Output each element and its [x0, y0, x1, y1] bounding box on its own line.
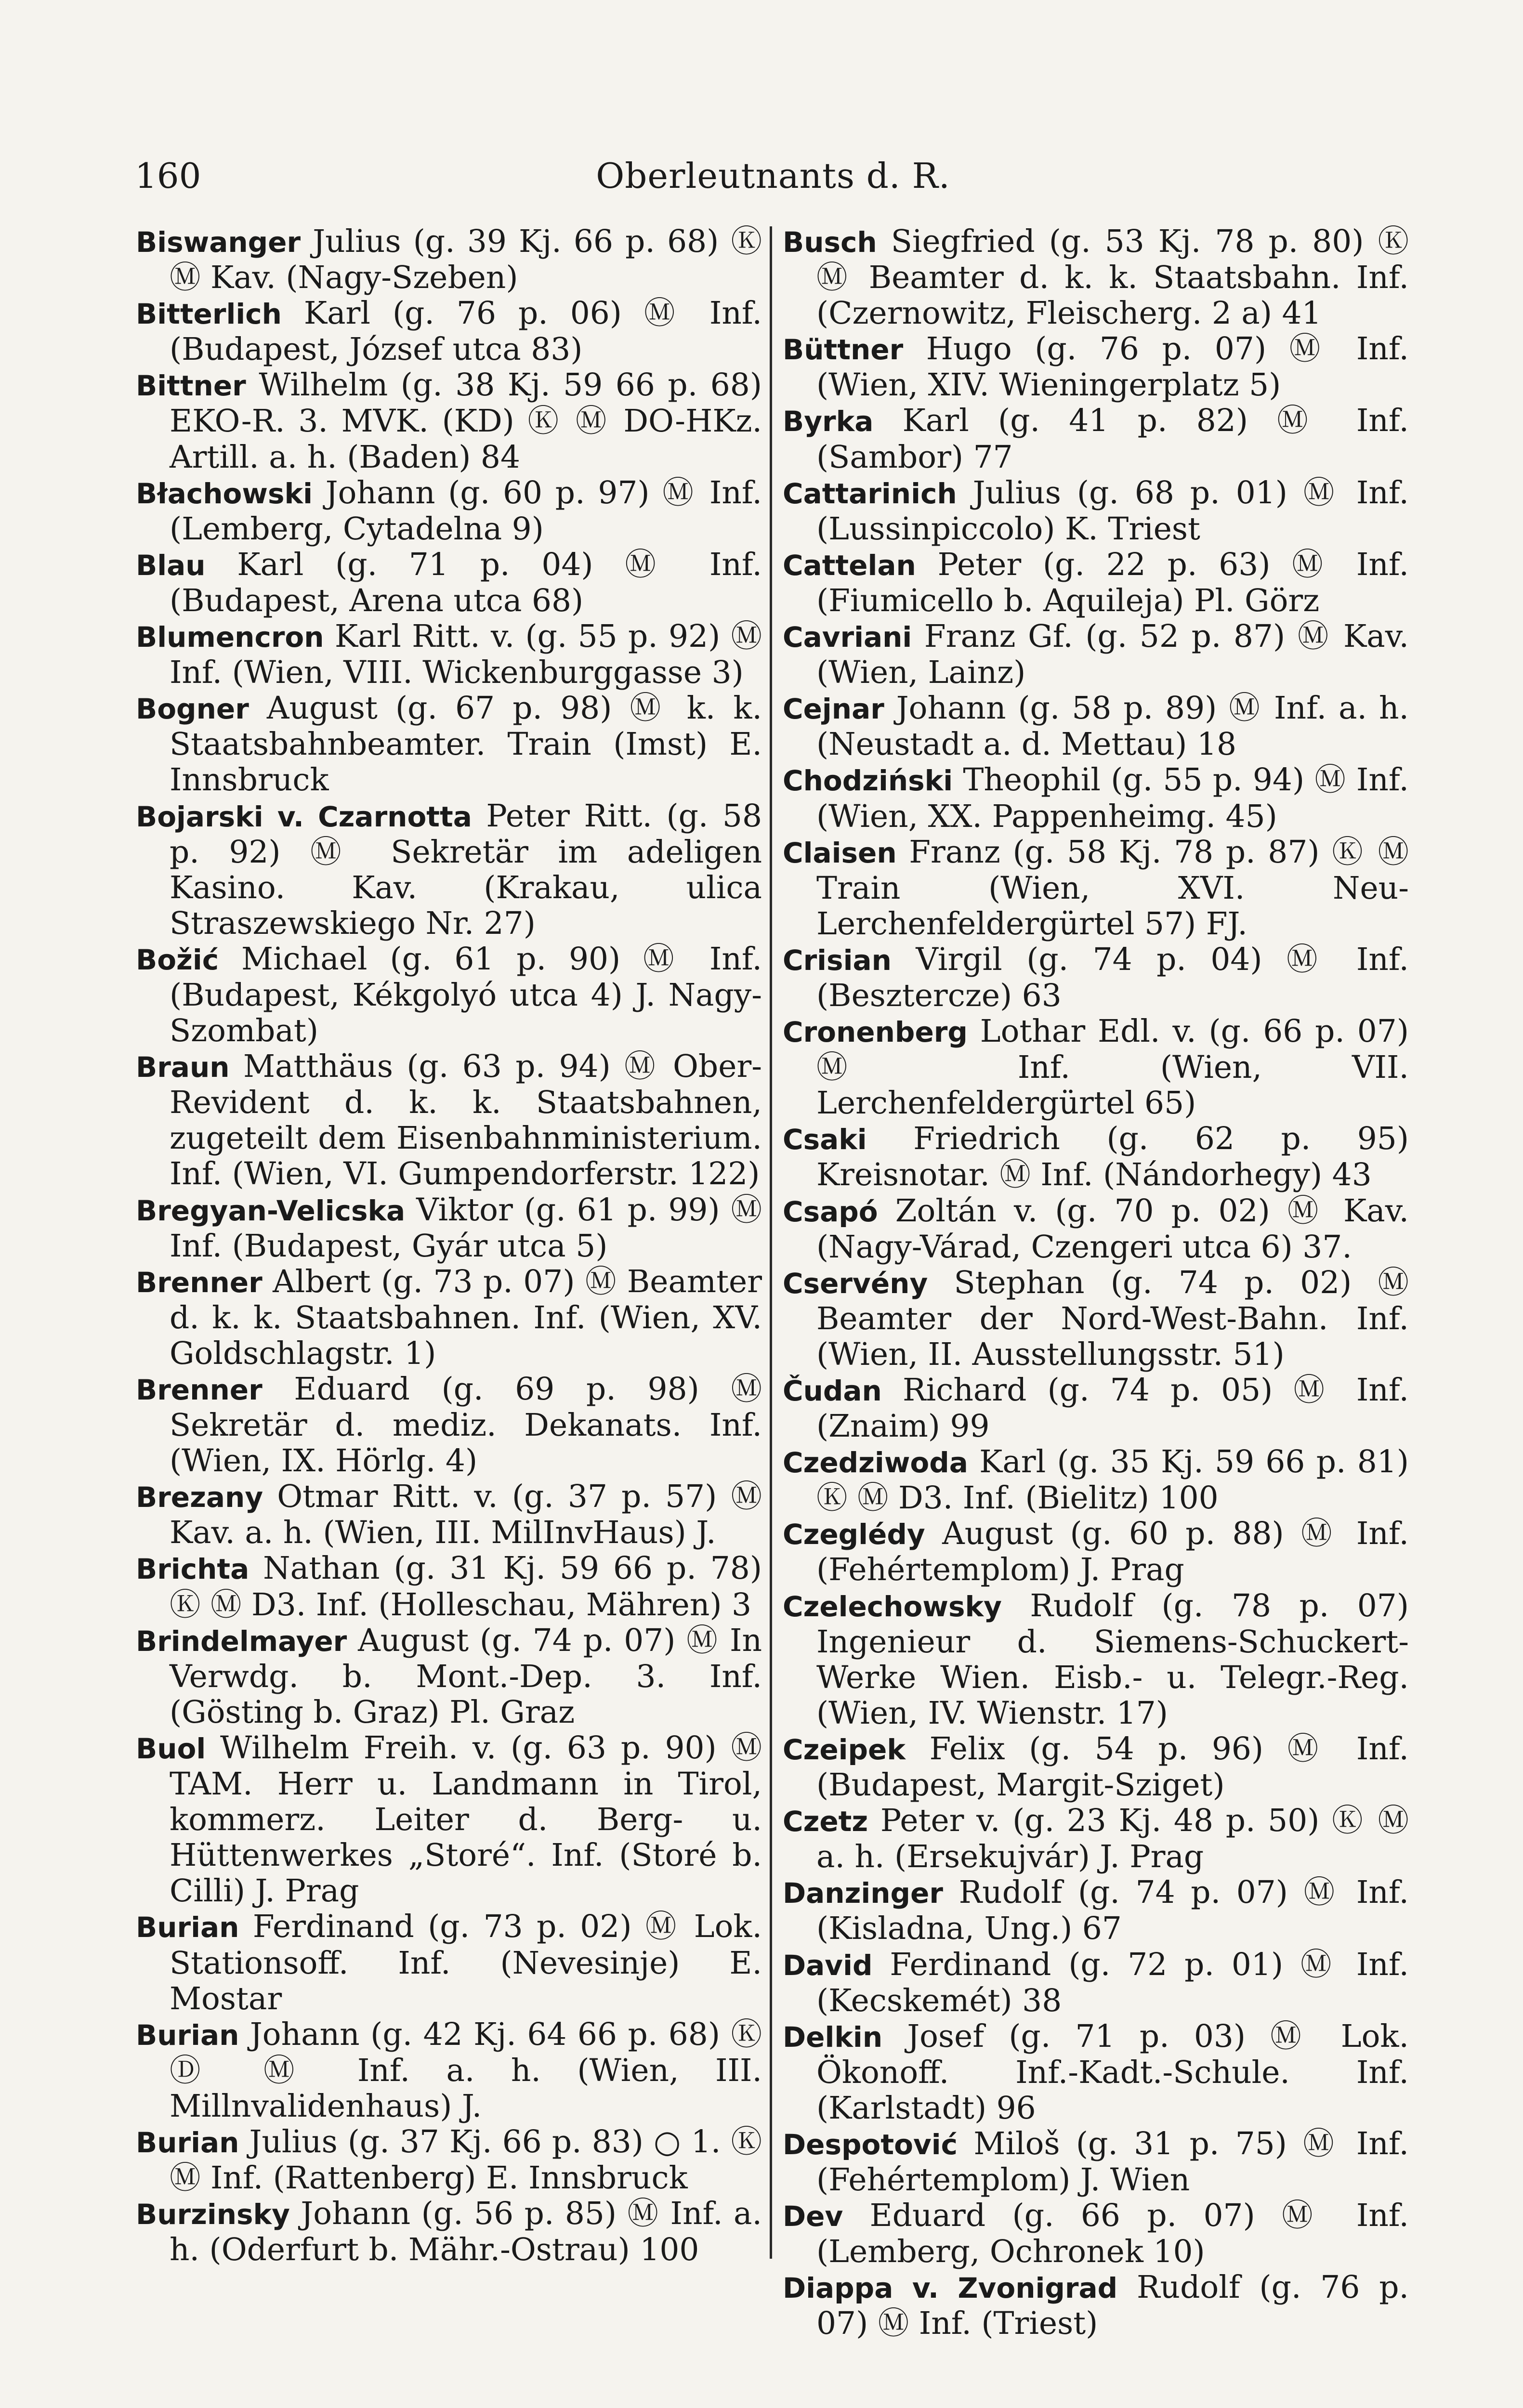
entry-details: Albert (g. 73 p. 07) Ⓜ Beamter d. k. k. Staatsbahnen. Inf. (Wien, XV. Goldschlagstr. 1)	[170, 1263, 762, 1372]
entry-surname: Czeglédy	[783, 1518, 925, 1551]
entry-details: Ferdinand (g. 72 p. 01) Ⓜ Inf. (Kecskemét) 38	[816, 1946, 1409, 2019]
entry-details: Johann (g. 42 Kj. 64 66 p. 68) Ⓚ Ⓓ Ⓜ Inf. a. h. (Wien, III. Millnvalidenhaus) J.	[170, 2016, 762, 2124]
entry-details: Rudolf (g. 76 p. 07) Ⓜ Inf. (Triest)	[816, 2269, 1409, 2342]
directory-entry	[783, 1588, 1409, 1731]
entry-surname: Despotović	[783, 2128, 958, 2161]
entry-surname: Chodziński	[783, 764, 953, 798]
entry-details: Matthäus (g. 63 p. 94) Ⓜ Ober-Revident d. k. k. Staatsbahnen, zugeteilt dem Eisenbahnministerium. Inf. (Wien, VI. Gumpendorferstr. 122)	[170, 1048, 762, 1192]
directory-entry	[136, 1551, 762, 1623]
directory-entry	[783, 1121, 1409, 1193]
entry-surname: Cavriani	[783, 621, 912, 654]
entry-surname: Burian	[136, 1911, 239, 1944]
entry-surname: Bitterlich	[136, 298, 282, 331]
directory-entry	[136, 798, 762, 942]
entry-surname: Blumencron	[136, 621, 324, 654]
directory-entry	[783, 1731, 1409, 1803]
entry-surname: Brezany	[136, 1481, 263, 1514]
page-header	[135, 149, 1411, 202]
directory-entry	[136, 1623, 762, 1730]
entry-surname: Burian	[136, 2018, 239, 2052]
directory-entry	[783, 224, 1409, 331]
entry-details: Richard (g. 74 p. 05) Ⓜ Inf. (Znaim) 99	[816, 1372, 1409, 1445]
entry-surname: Delkin	[783, 2020, 883, 2054]
entry-surname: Błachowski	[136, 477, 313, 510]
entry-details: August (g. 74 p. 07) Ⓜ In Verwdg. b. Mont.-Dep. 3. Inf. (Gösting b. Graz) Pl. Graz	[170, 1622, 762, 1730]
directory-entry	[136, 1192, 762, 1264]
entry-surname: Cattarinich	[783, 477, 957, 510]
entry-surname: Bregyan-Velicska	[136, 1194, 406, 1227]
entry-details: Theophil (g. 55 p. 94) Ⓜ Inf. (Wien, XX. Pappenheimg. 45)	[816, 762, 1409, 835]
directory-entry	[783, 1014, 1409, 1121]
entry-details: Karl (g. 76 p. 06) Ⓜ Inf. (Budapest, József utca 83)	[170, 295, 762, 368]
entry-details: Rudolf (g. 74 p. 07) Ⓜ Inf. (Kisladna, Ung.) 67	[816, 1874, 1409, 1947]
entry-details: Hugo (g. 76 p. 07) Ⓜ Inf. (Wien, XIV. Wieningerplatz 5)	[816, 331, 1409, 404]
entry-surname: Biswanger	[136, 226, 301, 259]
directory-entry	[136, 2196, 762, 2268]
entry-details: Julius (g. 68 p. 01) Ⓜ Inf. (Lussinpiccolo) K. Triest	[816, 474, 1409, 547]
entry-surname: Burian	[136, 2126, 239, 2159]
entry-details: August (g. 67 p. 98) Ⓜ k. k. Staatsbahnbeamter. Train (Imst) E. Innsbruck	[170, 690, 762, 798]
entry-details: Zoltán v. (g. 70 p. 02) Ⓜ Kav. (Nagy-Várad, Czengeri utca 6) 37.	[816, 1192, 1409, 1265]
directory-entry	[136, 1909, 762, 2016]
directory-entry	[783, 2126, 1409, 2198]
entry-surname: Diappa v. Zvonigrad	[783, 2272, 1118, 2305]
entry-surname: Czedziwoda	[783, 1446, 968, 1479]
directory-entry	[783, 942, 1409, 1014]
entry-details: August (g. 60 p. 88) Ⓜ Inf. (Fehértemplom) J. Prag	[816, 1516, 1409, 1588]
directory-entry	[783, 1803, 1409, 1875]
entry-surname: Cejnar	[783, 693, 884, 726]
directory-entry	[136, 1264, 762, 1372]
entry-surname: Brindelmayer	[136, 1624, 347, 1658]
directory-entry	[136, 942, 762, 1049]
entry-details: Franz (g. 58 Kj. 78 p. 87) Ⓚ Ⓜ Train (Wien, XVI. Neu-Lerchenfeldergürtel 57) FJ.	[816, 834, 1409, 942]
entry-details: Julius (g. 37 Kj. 66 p. 83) ○ 1. Ⓚ Ⓜ Inf. (Rattenberg) E. Innsbruck	[170, 2123, 762, 2197]
entry-surname: Blau	[136, 549, 206, 582]
entry-surname: Dev	[783, 2200, 843, 2233]
directory-entry	[783, 1265, 1409, 1373]
entry-surname: Buol	[136, 1732, 206, 1765]
directory-entry	[136, 691, 762, 798]
entry-details: Siegfried (g. 53 Kj. 78 p. 80) Ⓚ Ⓜ Beamter d. k. k. Staatsbahn. Inf. (Czernowitz, Fleischerg. 2 a) 41	[816, 223, 1409, 332]
entry-details: Michael (g. 61 p. 90) Ⓜ Inf. (Budapest, Kékgolyó utca 4) J. Nagy-Szombat)	[170, 941, 762, 1049]
entry-details: Nathan (g. 31 Kj. 59 66 p. 78) Ⓚ Ⓜ D3. Inf. (Holleschau, Mähren) 3	[170, 1550, 762, 1623]
entry-surname: Bojarski v. Czarnotta	[136, 800, 472, 833]
entry-surname: Czelechowsky	[783, 1590, 1002, 1623]
entry-surname: Csapó	[783, 1195, 878, 1228]
entry-details: Lothar Edl. v. (g. 66 p. 07) Ⓜ Inf. (Wien, VII. Lerchenfeldergürtel 65)	[816, 1013, 1409, 1122]
directory-entry	[136, 619, 762, 691]
entry-details: Karl (g. 35 Kj. 59 66 p. 81) Ⓚ Ⓜ D3. Inf. (Bielitz) 100	[816, 1444, 1409, 1517]
entry-details: Karl Ritt. v. (g. 55 p. 92) Ⓜ Inf. (Wien, VIII. Wickenburggasse 3)	[170, 618, 762, 691]
directory-entry	[136, 224, 762, 296]
directory-entry	[136, 1730, 762, 1909]
directory-entry	[136, 2124, 762, 2196]
entry-surname: Brenner	[136, 1266, 263, 1299]
entry-surname: Braun	[136, 1051, 230, 1084]
entry-surname: Čudan	[783, 1374, 882, 1407]
entry-details: Karl (g. 41 p. 82) Ⓜ Inf. (Sambor) 77	[816, 403, 1409, 475]
left-column	[136, 224, 762, 2268]
directory-entry	[136, 1479, 762, 1551]
entry-surname: Cronenberg	[783, 1016, 968, 1049]
directory-entry	[136, 367, 762, 475]
entry-details: Peter v. (g. 23 Kj. 48 p. 50) Ⓚ Ⓜ a. h. (Ersekujvár) J. Prag	[816, 1803, 1409, 1875]
directory-entry	[136, 2017, 762, 2124]
entry-details: Rudolf (g. 78 p. 07) Ingenieur d. Siemens-Schuckert-Werke Wien. Eisb.- u. Telegr.-Reg. (Wien, IV. Wienstr. 17)	[816, 1587, 1409, 1731]
column-divider	[770, 226, 772, 2259]
directory-entry	[136, 547, 762, 619]
directory-entry	[783, 1516, 1409, 1588]
directory-entry	[783, 835, 1409, 942]
entry-surname: Brichta	[136, 1553, 249, 1586]
entry-surname: Busch	[783, 226, 877, 259]
entry-details: Friedrich (g. 62 p. 95) Kreisnotar. Ⓜ Inf. (Nándorhegy) 43	[816, 1121, 1409, 1193]
entry-details: Johann (g. 56 p. 85) Ⓜ Inf. a. h. (Oderfurt b. Mähr.-Ostrau) 100	[170, 2196, 762, 2268]
entry-details: Virgil (g. 74 p. 04) Ⓜ Inf. (Besztercze) 63	[816, 941, 1409, 1014]
entry-surname: Czeipek	[783, 1733, 906, 1766]
directory-entry	[783, 331, 1409, 403]
directory-entry	[136, 475, 762, 547]
entry-details: Eduard (g. 69 p. 98) Ⓜ Sekretär d. mediz. Dekanats. Inf. (Wien, IX. Hörlg. 4)	[170, 1371, 762, 1479]
entry-surname: Crisian	[783, 943, 892, 977]
entry-details: Franz Gf. (g. 52 p. 87) Ⓜ Kav. (Wien, Lainz)	[816, 618, 1409, 691]
directory-entry	[783, 2019, 1409, 2126]
entry-surname: Danzinger	[783, 1877, 943, 1910]
entry-details: Johann (g. 58 p. 89) Ⓜ Inf. a. h. (Neustadt a. d. Mettau) 18	[816, 690, 1409, 763]
entry-surname: Cattelan	[783, 549, 916, 582]
page-number: 160	[135, 156, 201, 196]
entry-details: Ferdinand (g. 73 p. 02) Ⓜ Lok. Stationsoff. Inf. (Nevesinje) E. Mostar	[170, 1909, 762, 2017]
directory-entry	[783, 2270, 1409, 2342]
running-title: Oberleutnants d. R.	[596, 156, 950, 196]
directory-entry	[783, 691, 1409, 762]
entry-details: Stephan (g. 74 p. 02) Ⓜ Beamter der Nord-West-Bahn. Inf. (Wien, II. Ausstellungsstr. 51)	[816, 1264, 1409, 1373]
directory-entry	[783, 619, 1409, 691]
directory-entry	[783, 762, 1409, 834]
directory-entry	[783, 1947, 1409, 2019]
entry-details: Karl (g. 71 p. 04) Ⓜ Inf. (Budapest, Arena utca 68)	[170, 546, 762, 619]
entry-details: Julius (g. 39 Kj. 66 p. 68) Ⓚ Ⓜ Kav. (Nagy-Szeben)	[170, 223, 762, 296]
entry-surname: Czetz	[783, 1805, 868, 1838]
entry-surname: Bogner	[136, 693, 249, 726]
entry-surname: Büttner	[783, 333, 904, 366]
entry-details: Miloš (g. 31 p. 75) Ⓜ Inf. (Fehértemplom) J. Wien	[816, 2125, 1409, 2199]
entry-details: Peter Ritt. (g. 58 p. 92) Ⓜ Sekretär im adeligen Kasino. Kav. (Krakau, ulica Straszewskiego Nr. 27)	[170, 798, 762, 942]
entry-surname: David	[783, 1949, 873, 1982]
directory-entry	[136, 1372, 762, 1479]
directory-entry	[783, 1875, 1409, 1947]
entry-details: Peter (g. 22 p. 63) Ⓜ Inf. (Fiumicello b. Aquileja) Pl. Görz	[816, 546, 1409, 619]
directory-entry	[783, 475, 1409, 547]
directory-entry	[136, 296, 762, 367]
entry-surname: Csaki	[783, 1123, 867, 1156]
entry-surname: Božić	[136, 943, 219, 976]
entry-details: Otmar Ritt. v. (g. 37 p. 57) Ⓜ Kav. a. h. (Wien, III. MilInvHaus) J.	[170, 1479, 762, 1551]
directory-entry	[136, 1049, 762, 1192]
entry-surname: Cservény	[783, 1267, 928, 1300]
entry-surname: Byrka	[783, 405, 874, 438]
directory-entry	[783, 403, 1409, 475]
entry-surname: Claisen	[783, 836, 897, 869]
directory-entry	[783, 1373, 1409, 1444]
entry-details: Wilhelm Freih. v. (g. 63 p. 90) Ⓜ TAM. Herr u. Landmann in Tirol, kommerz. Leiter d. Berg- u. Hüttenwerkes „Storé“. Inf. (Storé b. Cilli) J. Prag	[170, 1729, 762, 1910]
entry-details: Wilhelm (g. 38 Kj. 59 66 p. 68) EKO-R. 3. MVK. (KD) Ⓚ Ⓜ DO-HKz. Artill. a. h. (Baden) 84	[170, 367, 762, 475]
directory-entry	[783, 1444, 1409, 1516]
entry-details: Johann (g. 60 p. 97) Ⓜ Inf. (Lemberg, Cytadelna 9)	[170, 474, 762, 547]
directory-entry	[783, 547, 1409, 619]
entry-details: Felix (g. 54 p. 96) Ⓜ Inf. (Budapest, Margit-Sziget)	[816, 1730, 1409, 1804]
entry-details: Eduard (g. 66 p. 07) Ⓜ Inf. (Lemberg, Ochronek 10)	[816, 2198, 1409, 2270]
right-column	[783, 224, 1409, 2342]
entry-surname: Burzinsky	[136, 2198, 290, 2231]
directory-entry	[783, 2198, 1409, 2270]
directory-entry	[783, 1193, 1409, 1265]
entry-surname: Bittner	[136, 369, 246, 403]
entry-surname: Brenner	[136, 1374, 263, 1406]
entry-details: Viktor (g. 61 p. 99) Ⓜ Inf. (Budapest, Gyár utca 5)	[170, 1191, 762, 1264]
entry-details: Josef (g. 71 p. 03) Ⓜ Lok. Ökonoff. Inf.-Kadt.-Schule. Inf. (Karlstadt) 96	[816, 2018, 1409, 2126]
